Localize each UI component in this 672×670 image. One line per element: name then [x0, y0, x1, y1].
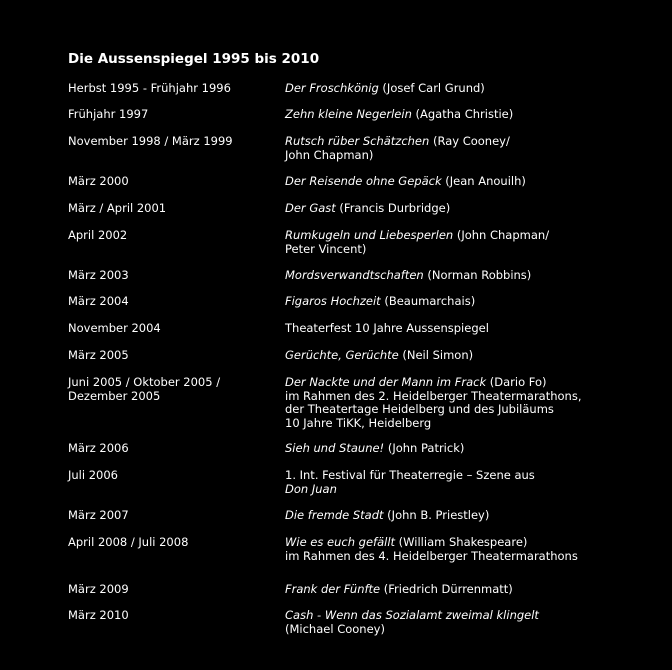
date-line: Frühjahr 1997: [68, 107, 149, 121]
work-title: Zehn kleine Negerlein: [285, 107, 412, 121]
work-title: Der Gast: [285, 201, 336, 215]
production-date: [68, 295, 278, 309]
work-detail: im Rahmen des 4. Heidelberger Theatermarathons: [285, 548, 578, 563]
work-detail: (John Patrick): [384, 441, 465, 455]
work-detail: (Neil Simon): [398, 348, 474, 362]
production-work: [285, 295, 645, 309]
work-detail: (John B. Priestley): [383, 508, 490, 522]
production-date: [68, 376, 278, 403]
work-line: [285, 202, 645, 216]
production-work: [285, 108, 645, 122]
work-detail: (Norman Robbins): [423, 268, 532, 282]
work-detail: (Friedrich Dürrenmatt): [380, 582, 513, 596]
production-work: [285, 609, 645, 636]
work-line: [285, 469, 645, 483]
work-line: [285, 243, 645, 257]
work-title: Sieh und Staune!: [285, 441, 385, 455]
work-line: [285, 82, 645, 96]
work-title: Rutsch rüber Schätzchen: [285, 134, 430, 148]
production-work: [285, 442, 645, 456]
work-line: [285, 229, 645, 243]
work-detail: im Rahmen des 2. Heidelberger Theatermarathons,: [285, 388, 582, 403]
work-line: [285, 583, 645, 597]
work-title: Wie es euch gefällt: [285, 535, 396, 549]
production-date: [68, 202, 278, 216]
production-work: [285, 229, 645, 256]
work-detail: Peter Vincent): [285, 241, 367, 256]
work-line: [285, 403, 645, 417]
work-line: [285, 390, 645, 404]
work-line: [285, 135, 645, 149]
work-line: [285, 349, 645, 363]
production-work: [285, 175, 645, 189]
work-line: [285, 417, 645, 431]
work-line: [285, 108, 645, 122]
date-line: März / April 2001: [68, 201, 167, 215]
work-detail: Theaterfest 10 Jahre Aussenspiegel: [285, 321, 489, 335]
date-line: Juli 2006: [68, 468, 118, 482]
production-work: [285, 269, 645, 283]
date-line: März 2005: [68, 348, 129, 362]
work-detail: (Agatha Christie): [411, 107, 514, 121]
production-date: [68, 229, 278, 243]
production-work: [285, 82, 645, 96]
work-detail: (Josef Carl Grund): [378, 81, 485, 95]
date-line: März 2004: [68, 294, 129, 308]
work-line: [285, 295, 645, 309]
work-title: Gerüchte, Gerüchte: [285, 348, 399, 362]
work-line: [285, 175, 645, 189]
work-detail: (Ray Cooney/: [429, 134, 510, 148]
work-line: [285, 623, 645, 637]
production-date: [68, 509, 278, 523]
date-line: Dezember 2005: [68, 388, 161, 403]
production-date: [68, 442, 278, 456]
production-work: [285, 322, 645, 336]
work-detail: 10 Jahre TiKK, Heidelberg: [285, 415, 432, 430]
work-title: Der Nackte und der Mann im Frack: [285, 375, 487, 389]
work-detail: (Beaumarchais): [380, 294, 476, 308]
date-line: März 2000: [68, 174, 129, 188]
work-line: [285, 536, 645, 550]
work-line: [285, 269, 645, 283]
production-work: [285, 469, 645, 496]
production-work: [285, 536, 645, 563]
work-detail: (Michael Cooney): [285, 621, 385, 636]
work-line: [285, 376, 645, 390]
work-title: Figaros Hochzeit: [285, 294, 381, 308]
production-date: [68, 349, 278, 363]
production-work: [285, 583, 645, 597]
production-date: [68, 609, 278, 623]
work-line: [285, 322, 645, 336]
date-line: März 2007: [68, 508, 129, 522]
work-line: [285, 442, 645, 456]
work-detail: 1. Int. Festival für Theaterregie – Szene aus: [285, 468, 535, 482]
date-line: März 2009: [68, 582, 129, 596]
work-title: Cash - Wenn das Sozialamt zweimal klingelt: [285, 608, 539, 622]
work-line: [285, 609, 645, 623]
production-date: [68, 82, 278, 96]
production-date: [68, 322, 278, 336]
work-title: Frank der Fünfte: [285, 582, 381, 596]
work-line: [285, 149, 645, 163]
date-line: März 2003: [68, 268, 129, 282]
work-title: Der Froschkönig: [285, 81, 379, 95]
production-work: [285, 509, 645, 523]
production-work: [285, 349, 645, 363]
date-line: März 2010: [68, 608, 129, 622]
work-detail: (Francis Durbridge): [335, 201, 451, 215]
production-work: [285, 376, 645, 430]
work-detail: (Jean Anouilh): [441, 174, 526, 188]
production-work: [285, 202, 645, 216]
date-line: April 2002: [68, 228, 128, 242]
work-detail: John Chapman): [285, 147, 374, 162]
work-line: [285, 509, 645, 523]
date-line: April 2008 / Juli 2008: [68, 535, 189, 549]
work-title: Die fremde Stadt: [285, 508, 384, 522]
production-date: [68, 583, 278, 597]
date-line: Juni 2005 / Oktober 2005 /: [68, 375, 221, 389]
work-line: [285, 550, 645, 564]
work-detail: (Dario Fo): [486, 375, 547, 389]
production-date: [68, 269, 278, 283]
date-line: Herbst 1995 - Frühjahr 1996: [68, 81, 231, 95]
production-work: [285, 135, 645, 162]
production-date: [68, 175, 278, 189]
production-date: [68, 135, 278, 149]
production-date: [68, 108, 278, 122]
work-detail: der Theatertage Heidelberg und des Jubiläums: [285, 402, 554, 416]
date-line: März 2006: [68, 441, 129, 455]
work-title: Rumkugeln und Liebesperlen: [285, 228, 454, 242]
production-date: [68, 536, 278, 550]
page-title: Die Aussenspiegel 1995 bis 2010: [68, 51, 320, 67]
production-date: [68, 469, 278, 483]
work-line: [285, 483, 645, 497]
work-title: Der Reisende ohne Gepäck: [285, 174, 442, 188]
date-line: November 2004: [68, 321, 161, 335]
work-title: Mordsverwandtschaften: [285, 268, 424, 282]
work-title: Don Juan: [285, 481, 337, 496]
date-line: November 1998 / März 1999: [68, 134, 233, 148]
work-detail: (William Shakespeare): [395, 535, 528, 549]
work-detail: (John Chapman/: [453, 228, 550, 242]
